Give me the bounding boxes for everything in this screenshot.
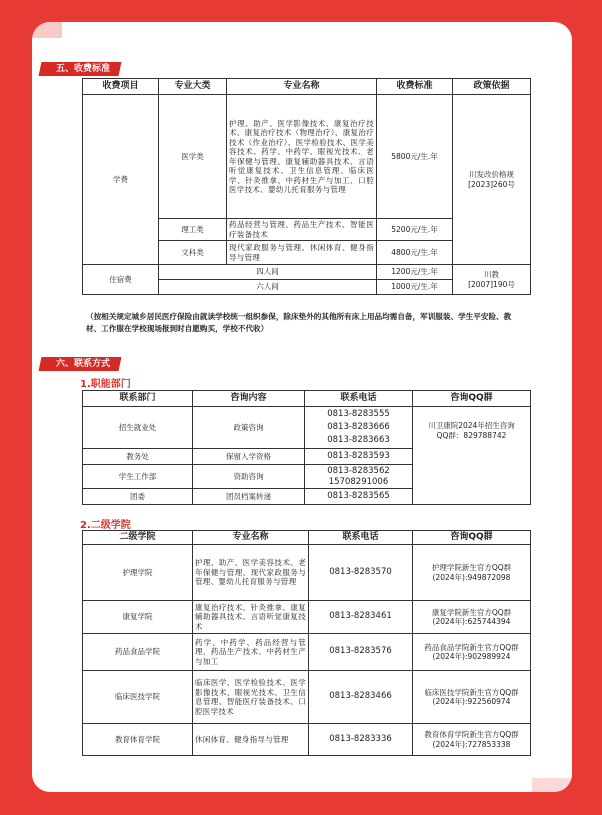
majors-cell: 休闲体育、健身指导与管理: [193, 724, 309, 756]
qq-cell: 教育体育学院新生官方QQ群 (2024年):727853338: [413, 724, 531, 756]
phone-cell: 0813-8283555 0813-8283666 0813-8283663: [305, 407, 413, 449]
header-cell: 联系部门: [83, 391, 193, 407]
majors-cell: 药学、中药学、药品经营与管理、药品生产技术、中药材生产与加工: [193, 634, 309, 671]
dept-cell: 团委: [83, 489, 193, 505]
corner-decoration: [32, 22, 62, 38]
header-cell: 政策依据: [453, 79, 531, 95]
header-cell: 收费项目: [83, 79, 159, 95]
header-cell: 专业大类: [159, 79, 227, 95]
majors-cell: 现代家政服务与管理、休闲体育、健身指导与管理: [227, 241, 377, 265]
dept-cell: 学生工作部: [83, 465, 193, 489]
table-row: [83, 407, 531, 449]
table-row: [83, 634, 531, 671]
table-row: [83, 671, 531, 724]
dept-cell: 教务处: [83, 449, 193, 465]
majors-cell: 护理、助产、医学影像技术、康复治疗技术、康复治疗技术（物理治疗）、康复治疗技术（作业治疗）、医学检验技术、医学美容技术、药学、中药学、眼视光技术、老年保健与管理、康复辅助器具技术、言语听觉康复技术、卫生信息管理、临床医学、针灸推拿、中药材生产与加工、口腔医学技术、婴幼儿托育服务与管理: [227, 95, 377, 219]
qq-cell: 临床医技学院新生官方QQ群 (2024年):922560974: [413, 671, 531, 724]
fees-section-heading: 五、收费标准: [39, 62, 122, 76]
phone-cell: 0813-8283593: [305, 449, 413, 465]
fees-header-row: [83, 79, 531, 95]
header-cell: 专业名称: [227, 79, 377, 95]
header-cell: 咨询内容: [193, 391, 305, 407]
departments-subheading: 1.职能部门: [80, 375, 131, 390]
header-cell: 收费标准: [377, 79, 453, 95]
policy-cell: 川发改价格规 [2023]260号: [453, 95, 531, 265]
departments-table: [82, 390, 531, 505]
fee-cell: 1000元/生.年: [377, 280, 453, 295]
college-cell: 教育体育学院: [83, 724, 193, 756]
colleges-table: [82, 530, 531, 756]
fee-item-dorm: 住宿费: [83, 265, 159, 295]
college-cell: 药品食品学院: [83, 634, 193, 671]
table-row: [83, 601, 531, 634]
phone-cell: 0813-8283461: [309, 601, 413, 634]
majors-cell: 临床医学、医学检验技术、医学影像技术、眼视光技术、卫生信息管理、智能医疗装备技术、口腔医学技术: [193, 671, 309, 724]
header-cell: 咨询QQ群: [413, 391, 531, 407]
phone-cell: 0813-8283576: [309, 634, 413, 671]
qq-cell: 康复学院新生官方QQ群 (2024年):625744394: [413, 601, 531, 634]
dept-cell: 招生就业处: [83, 407, 193, 449]
majors-cell: 药品经营与管理、药品生产技术、智能医疗装备技术: [227, 219, 377, 241]
corner-decoration: [532, 778, 572, 792]
table-row: [83, 545, 531, 601]
header-cell: 联系电话: [305, 391, 413, 407]
table-row: [83, 265, 531, 280]
fees-note: （按相关规定城乡居民医疗保险由就读学校统一组织参保，除床垫外的其他所有床上用品均需自备，军训服装、学生平安险、教材、工作服在学校现场报到时自愿购买，学校不代收）: [86, 312, 512, 333]
content-cell: 保留入学资格: [193, 449, 305, 465]
header-cell: 专业名称: [193, 531, 309, 545]
room-type-cell: 六人间: [159, 280, 377, 295]
college-cell: 康复学院: [83, 601, 193, 634]
phone-cell: 0813-8283570: [309, 545, 413, 601]
content-cell: 团员档案转递: [193, 489, 305, 505]
contact-section-heading: 六、联系方式: [39, 357, 122, 371]
header-cell: 联系电话: [309, 531, 413, 545]
category-cell: 文科类: [159, 241, 227, 265]
qq-cell: 川卫康院2024年招生咨询 QQ群：829788742: [413, 407, 531, 505]
fee-cell: 4800元/生.年: [377, 241, 453, 265]
content-cell: 资助咨询: [193, 465, 305, 489]
colleges-header-row: [83, 531, 531, 545]
departments-header-row: [83, 391, 531, 407]
majors-cell: 护理、助产、医学美容技术、老年保健与管理、现代家政服务与管理、婴幼儿托育服务与管理: [193, 545, 309, 601]
fees-table: [82, 78, 531, 295]
fee-cell: 1200元/生.年: [377, 265, 453, 280]
college-cell: 临床医技学院: [83, 671, 193, 724]
colleges-subheading: 2.二级学院: [80, 516, 131, 531]
qq-cell: 护理学院新生官方QQ群 (2024年):949872098: [413, 545, 531, 601]
phone-cell: 0813-8283562 15708291006: [305, 465, 413, 489]
fee-cell: 5800元/生.年: [377, 95, 453, 219]
qq-cell: 药品食品学院新生官方QQ群 (2024年):902989924: [413, 634, 531, 671]
content-cell: 政策咨询: [193, 407, 305, 449]
college-cell: 护理学院: [83, 545, 193, 601]
category-cell: 理工类: [159, 219, 227, 241]
policy-cell: 川教 [2007]190号: [453, 265, 531, 295]
category-cell: 医学类: [159, 95, 227, 219]
room-type-cell: 四人间: [159, 265, 377, 280]
table-row: [83, 724, 531, 756]
majors-cell: 康复治疗技术、针灸推拿、康复辅助器具技术、言语听觉康复技术: [193, 601, 309, 634]
fee-cell: 5200元/生.年: [377, 219, 453, 241]
table-row: [83, 95, 531, 219]
phone-cell: 0813-8283565: [305, 489, 413, 505]
phone-cell: 0813-8283466: [309, 671, 413, 724]
fee-item-tuition: 学费: [83, 95, 159, 265]
header-cell: 咨询QQ群: [413, 531, 531, 545]
header-cell: 二级学院: [83, 531, 193, 545]
phone-cell: 0813-8283336: [309, 724, 413, 756]
